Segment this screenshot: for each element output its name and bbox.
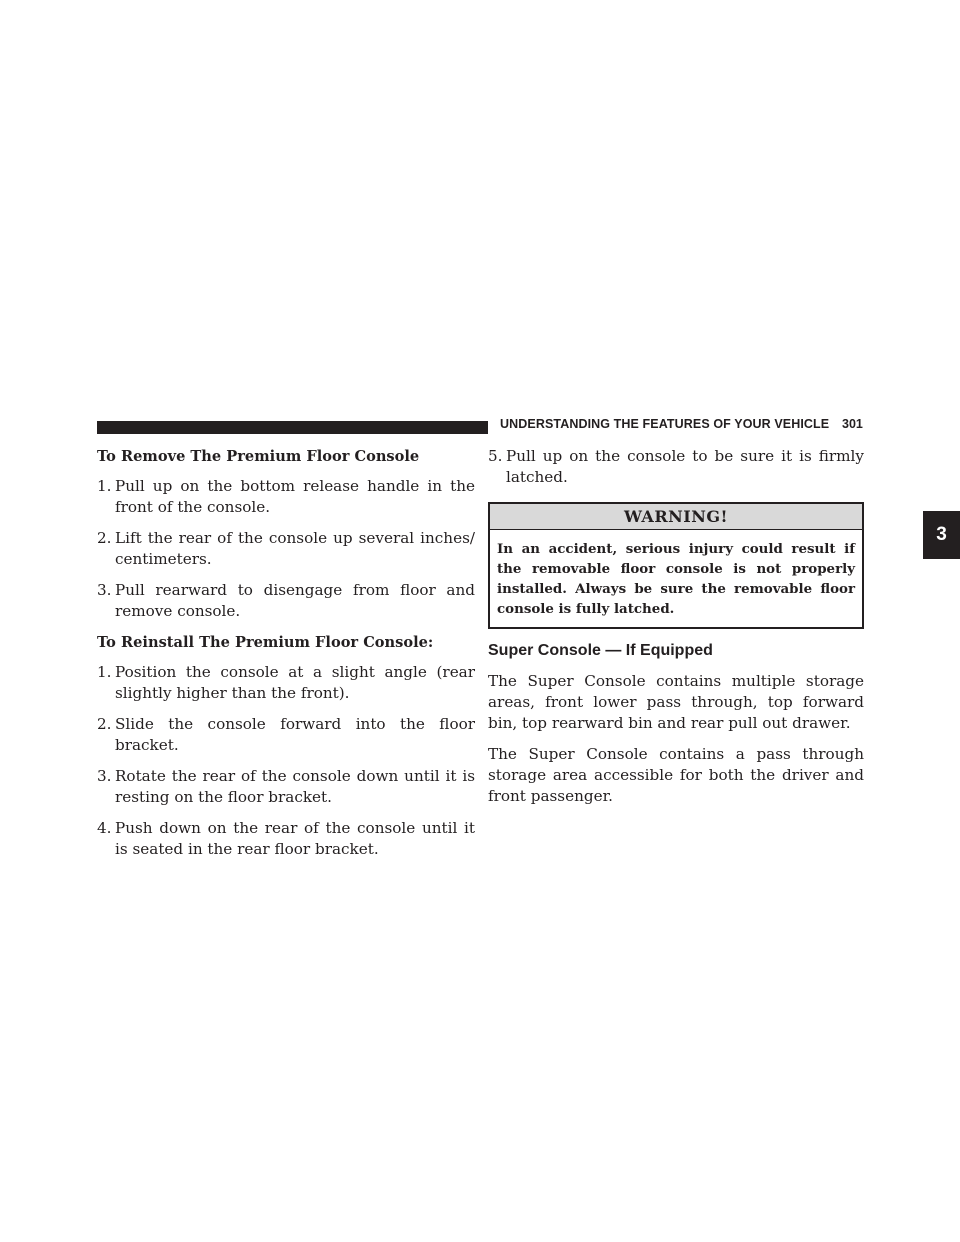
warning-box bbox=[488, 502, 864, 629]
reinstall-step: 4. Push down on the rear of the console until it is seated in the rear floor bracket. bbox=[97, 819, 475, 858]
reinstall-console-heading: To Reinstall The Premium Floor Console: bbox=[97, 634, 434, 651]
body-paragraph: The Super Console contains a pass through storage area accessible for both the driver and front passenger. bbox=[488, 745, 864, 805]
remove-step: 1. Pull up on the bottom release handle in the front of the console. bbox=[97, 477, 475, 516]
warning-title: WARNING! bbox=[490, 504, 862, 530]
running-header-title: UNDERSTANDING THE FEATURES OF YOUR VEHICLE bbox=[500, 417, 830, 431]
right-column bbox=[488, 446, 864, 817]
reinstall-step: 3. Rotate the rear of the console down until it is resting on the floor bracket. bbox=[97, 767, 475, 806]
body-paragraph: The Super Console contains multiple storage areas, front lower pass through, top forward bin, top rearward bin and rear pull out drawer. bbox=[488, 672, 864, 732]
remove-step: 2. Lift the rear of the console up several inches/ centimeters. bbox=[97, 529, 475, 568]
page-number: 301 bbox=[842, 417, 863, 431]
reinstall-step: 2. Slide the console forward into the floor bracket. bbox=[97, 715, 475, 754]
reinstall-step-5: 5. Pull up on the console to be sure it is firmly latched. bbox=[488, 447, 864, 486]
remove-console-heading: To Remove The Premium Floor Console bbox=[97, 448, 420, 465]
warning-body: In an accident, serious injury could result if the removable floor console is not properly installed. Always be sure the removable floor console is fully latched. bbox=[497, 541, 855, 617]
header-rule bbox=[97, 421, 488, 434]
remove-step: 3. Pull rearward to disengage from floor and remove console. bbox=[97, 581, 475, 620]
super-console-heading: Super Console — If Equipped bbox=[488, 642, 713, 659]
left-column bbox=[97, 446, 475, 870]
reinstall-step: 1. Position the console at a slight angle (rear slightly higher than the front). bbox=[97, 663, 475, 702]
chapter-tab: 3 bbox=[923, 511, 960, 559]
